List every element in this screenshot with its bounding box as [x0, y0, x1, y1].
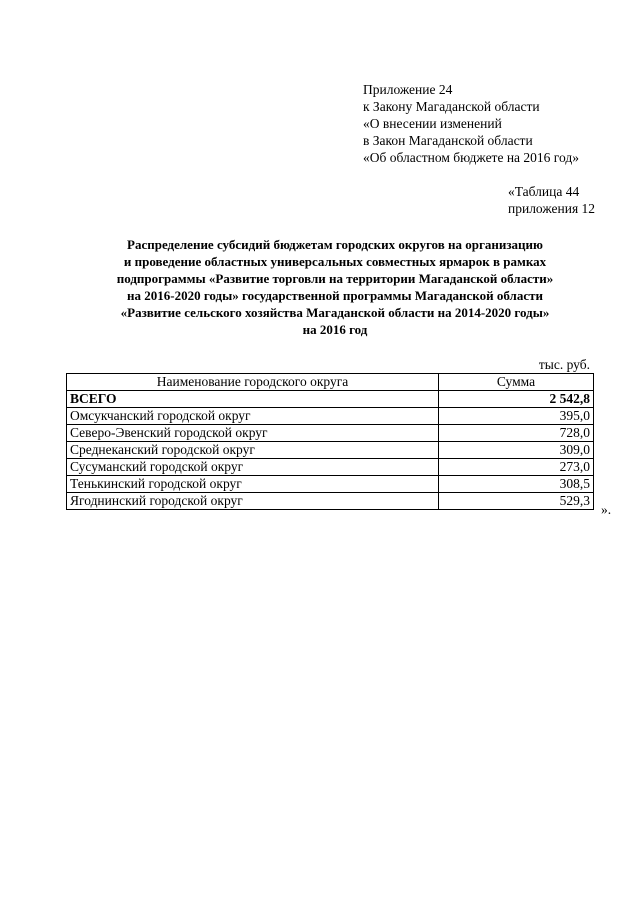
unit-label: тыс. руб. [538, 357, 590, 372]
table-reference [508, 183, 628, 217]
table-row [67, 476, 594, 493]
column-header-name: Наименование городского округа [67, 374, 439, 391]
table-row [67, 408, 594, 425]
subsidy-table [66, 373, 594, 510]
appendix-header-line: «О внесении изменений [363, 116, 502, 131]
district-name: Сусуманский городской округ [67, 459, 439, 476]
table-row [67, 459, 594, 476]
district-name: Среднеканский городской округ [67, 442, 439, 459]
document-title [40, 236, 630, 338]
district-amount: 529,3 [439, 493, 594, 510]
table-reference-line: приложения 12 [508, 201, 596, 216]
document-title-line: Распределение субсидий бюджетам городских округов на организацию [127, 237, 543, 252]
table-row [67, 493, 594, 510]
district-name: Северо-Эвенский городской округ [67, 425, 439, 442]
total-amount: 2 542,8 [439, 391, 594, 408]
district-name: Ягоднинский городской округ [67, 493, 439, 510]
table-row [67, 425, 594, 442]
column-header-amount: Сумма [439, 374, 594, 391]
appendix-header-line: «Об областном бюджете на 2016 год» [363, 150, 579, 165]
appendix-header [363, 81, 633, 166]
district-amount: 395,0 [439, 408, 594, 425]
table-row-total [67, 391, 594, 408]
district-name: Омсукчанский городской округ [67, 408, 439, 425]
table-header-row [67, 374, 594, 391]
district-amount: 308,5 [439, 476, 594, 493]
document-title-line: подпрограммы «Развитие торговли на территории Магаданской области» [116, 271, 554, 286]
appendix-header-line: к Закону Магаданской области [363, 99, 540, 114]
district-name: Тенькинский городской округ [67, 476, 439, 493]
table-row [67, 442, 594, 459]
document-title-line: «Развитие сельского хозяйства Магаданской области на 2014-2020 годы» [120, 305, 550, 320]
appendix-header-line: в Закон Магаданской области [363, 133, 533, 148]
district-amount: 273,0 [439, 459, 594, 476]
document-title-line: на 2016 год [302, 322, 368, 337]
appendix-header-line: Приложение 24 [363, 82, 453, 97]
district-amount: 728,0 [439, 425, 594, 442]
table-reference-line: «Таблица 44 [508, 184, 580, 199]
closing-quote-mark: ». [601, 502, 612, 517]
document-title-line: и проведение областных универсальных совместных ярмарок в рамках [123, 254, 547, 269]
document-title-line: на 2016-2020 годы» государственной программы Магаданской области [127, 288, 543, 303]
total-label: ВСЕГО [67, 391, 439, 408]
district-amount: 309,0 [439, 442, 594, 459]
